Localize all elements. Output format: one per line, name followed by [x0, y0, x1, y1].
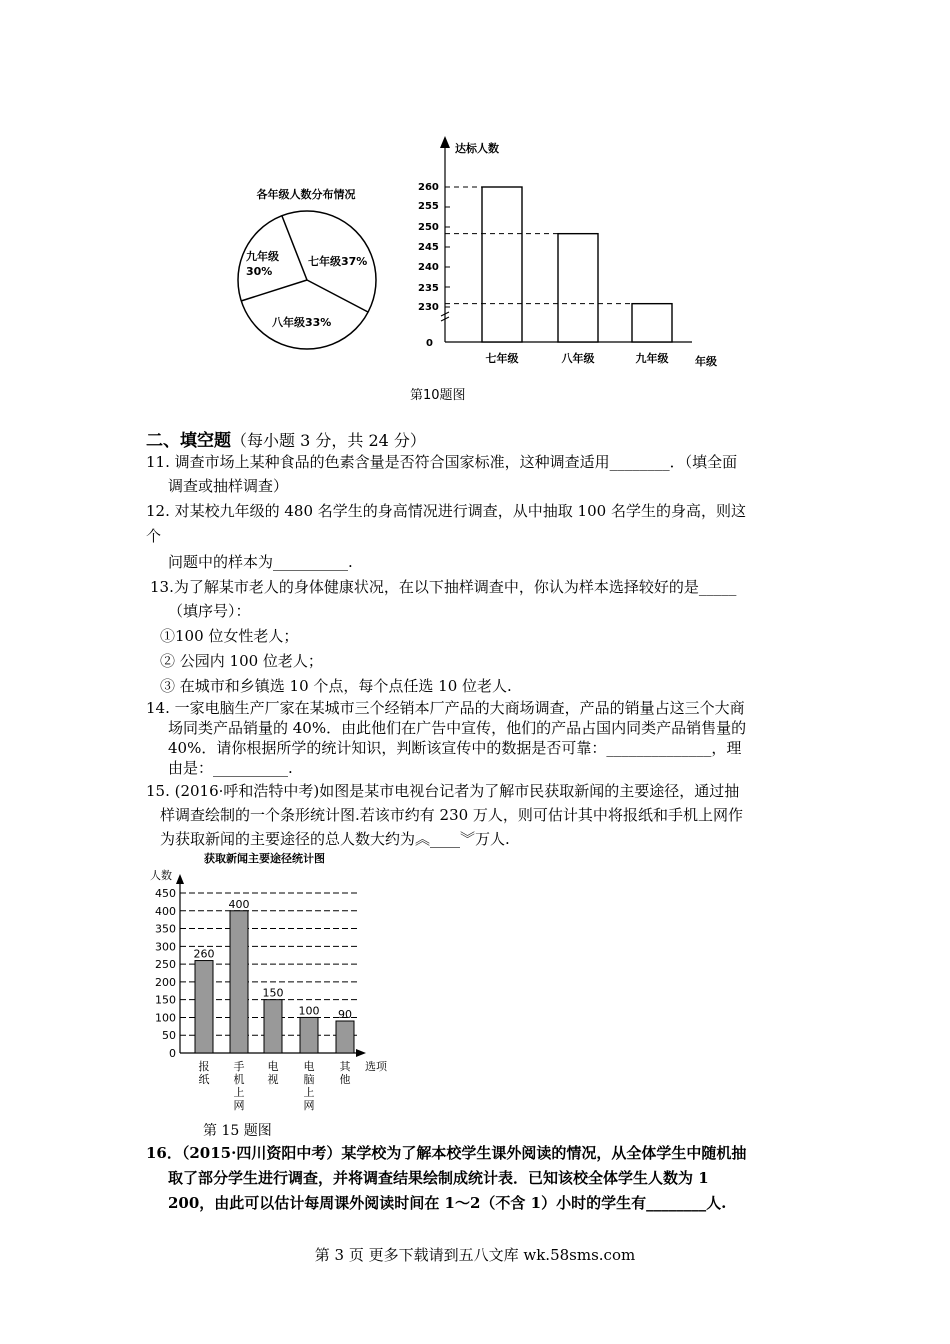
bar — [300, 1017, 318, 1053]
y-tick-label: 245 — [418, 242, 439, 253]
data-label: 90 — [338, 1008, 352, 1021]
y-tick-label: 230 — [418, 302, 439, 313]
chart-title: 获取新闻主要途径统计图 — [204, 852, 325, 865]
q16-line1: 16．（2015·四川资阳中考）某学校为了解本校学生课外阅读的情况，从全体学生中随机抽 — [146, 1144, 747, 1162]
bar — [230, 911, 248, 1053]
q13-option1: ①100 位女性老人； — [160, 627, 299, 645]
x-tick-label: 手机上网 — [233, 1060, 245, 1112]
q14-line4: 由是：__________. — [168, 759, 293, 777]
bar — [264, 1000, 282, 1053]
fig10-caption: 第10题图 — [410, 388, 466, 403]
bar — [632, 304, 672, 342]
y-tick-label: 50 — [162, 1029, 176, 1043]
y-axis-label: 达标人数 — [455, 142, 499, 155]
pie-label-g9: 九年级 — [246, 250, 279, 263]
bar — [558, 234, 598, 342]
fig10-bar-chart — [410, 130, 730, 375]
data-label: 100 — [298, 1004, 320, 1018]
q16-line3: 200，由此可以估计每周课外阅读时间在 1～2（不含 1）小时的学生有________人. — [168, 1194, 727, 1212]
section-title-text: 二、填空题 — [146, 431, 231, 451]
q13-option3: ③ 在城市和乡镇选 10 个点，每个点任选 10 位老人. — [160, 677, 512, 695]
data-label: 400 — [228, 897, 250, 911]
q13-line1: 13.为了解某市老人的身体健康状况，在以下抽样调查中，你认为样本选择较好的是_____ — [150, 578, 737, 596]
y-tick-label: 250 — [155, 958, 176, 972]
y-axis-arrow — [176, 874, 184, 884]
page-footer: 第 3 页 更多下载请到五八文库 wk.58sms.com — [314, 1246, 636, 1264]
y-tick-label: 200 — [155, 975, 176, 989]
q14-line1: 14. 一家电脑生产厂家在某城市三个经销本厂产品的大商场调查，产品的销量占这三个大商 — [146, 699, 745, 717]
q16-line2: 取了部分学生进行调查，并将调查结果绘制成统计表．已知该校全体学生人数为 1 — [168, 1169, 709, 1187]
x-tick-label: 报纸 — [198, 1060, 210, 1086]
bar — [482, 187, 522, 342]
x-tick-label: 电视 — [267, 1060, 279, 1086]
x-axis-arrow — [356, 1049, 366, 1057]
x-axis-label: 选项 — [365, 1060, 387, 1073]
y-axis-label: 人数 — [150, 869, 172, 882]
q14-line2: 场同类产品销量的 40%．由此他们在广告中宣传，他们的产品占国内同类产品销售量的 — [168, 719, 747, 737]
origin-label: 0 — [426, 338, 433, 349]
q13-line2: （填序号）： — [168, 602, 251, 620]
y-tick-label: 300 — [155, 940, 176, 954]
q11-line2: 调查或抽样调查） — [168, 477, 289, 495]
x-tick-label: 其他 — [339, 1060, 351, 1086]
pie-label-g7: 七年级37% — [308, 255, 368, 268]
y-tick-label: 235 — [418, 283, 439, 294]
fig15-caption: 第 15 题图 — [203, 1123, 272, 1139]
y-tick-label: 240 — [418, 262, 439, 273]
x-tick-label: 七年级 — [485, 352, 519, 365]
q14-line3: 40%．请你根据所学的统计知识，判断该宣传中的数据是否可靠：______________，理 — [168, 739, 742, 757]
q11-line1: 11. 调查市场上某种食品的色素含量是否符合国家标准，这种调查适用________．（填全面 — [146, 453, 738, 471]
y-tick-label: 250 — [418, 222, 439, 233]
y-tick-label: 150 — [155, 993, 176, 1007]
x-axis-label: 年级 — [695, 355, 717, 368]
q13-option2: ② 公园内 100 位老人； — [160, 652, 323, 670]
y-axis-arrow — [440, 136, 450, 148]
q15-line3: 为获取新闻的主要途径的总人数大约为︽____︾万人. — [160, 830, 510, 848]
y-tick-label: 0 — [169, 1047, 176, 1060]
q12-line1: 12. 对某校九年级的 480 名学生的身高情况进行调查，从中抽取 100 名学生的身高，则这 — [146, 502, 746, 520]
y-tick-label: 100 — [155, 1011, 176, 1025]
pie-title: 各年级人数分布情况 — [256, 188, 356, 201]
q15-line2: 样调查绘制的一个条形统计图.若该市约有 230 万人，则可估计其中将报纸和手机上网作 — [160, 806, 743, 824]
x-tick-label: 八年级 — [561, 352, 595, 365]
bar — [336, 1021, 354, 1053]
data-label: 260 — [193, 947, 215, 961]
x-tick-label: 电脑上网 — [303, 1060, 315, 1112]
q12-line2: 个 — [146, 527, 162, 545]
fig15-bar-chart — [140, 848, 400, 1118]
pie-label-g8: 八年级33% — [272, 316, 332, 329]
q15-line1: 15. (2016·呼和浩特中考)如图是某市电视台记者为了解市民获取新闻的主要途径，通过抽 — [146, 782, 740, 800]
y-tick-label: 400 — [155, 904, 176, 918]
q12-line3: 问题中的样本为__________. — [168, 553, 353, 571]
section-note: （每小题 3 分，共 24 分） — [231, 431, 426, 450]
data-label: 150 — [262, 986, 284, 1000]
bar — [195, 961, 213, 1053]
x-tick-label: 九年级 — [635, 352, 669, 365]
fig10-pie-chart — [220, 178, 395, 353]
y-tick-label: 350 — [155, 922, 176, 936]
y-tick-label: 260 — [418, 182, 439, 193]
section-title — [146, 426, 426, 451]
y-tick-label: 450 — [155, 887, 176, 900]
y-tick-label: 255 — [418, 201, 439, 212]
pie-label-g9-pct: 30% — [246, 265, 273, 278]
